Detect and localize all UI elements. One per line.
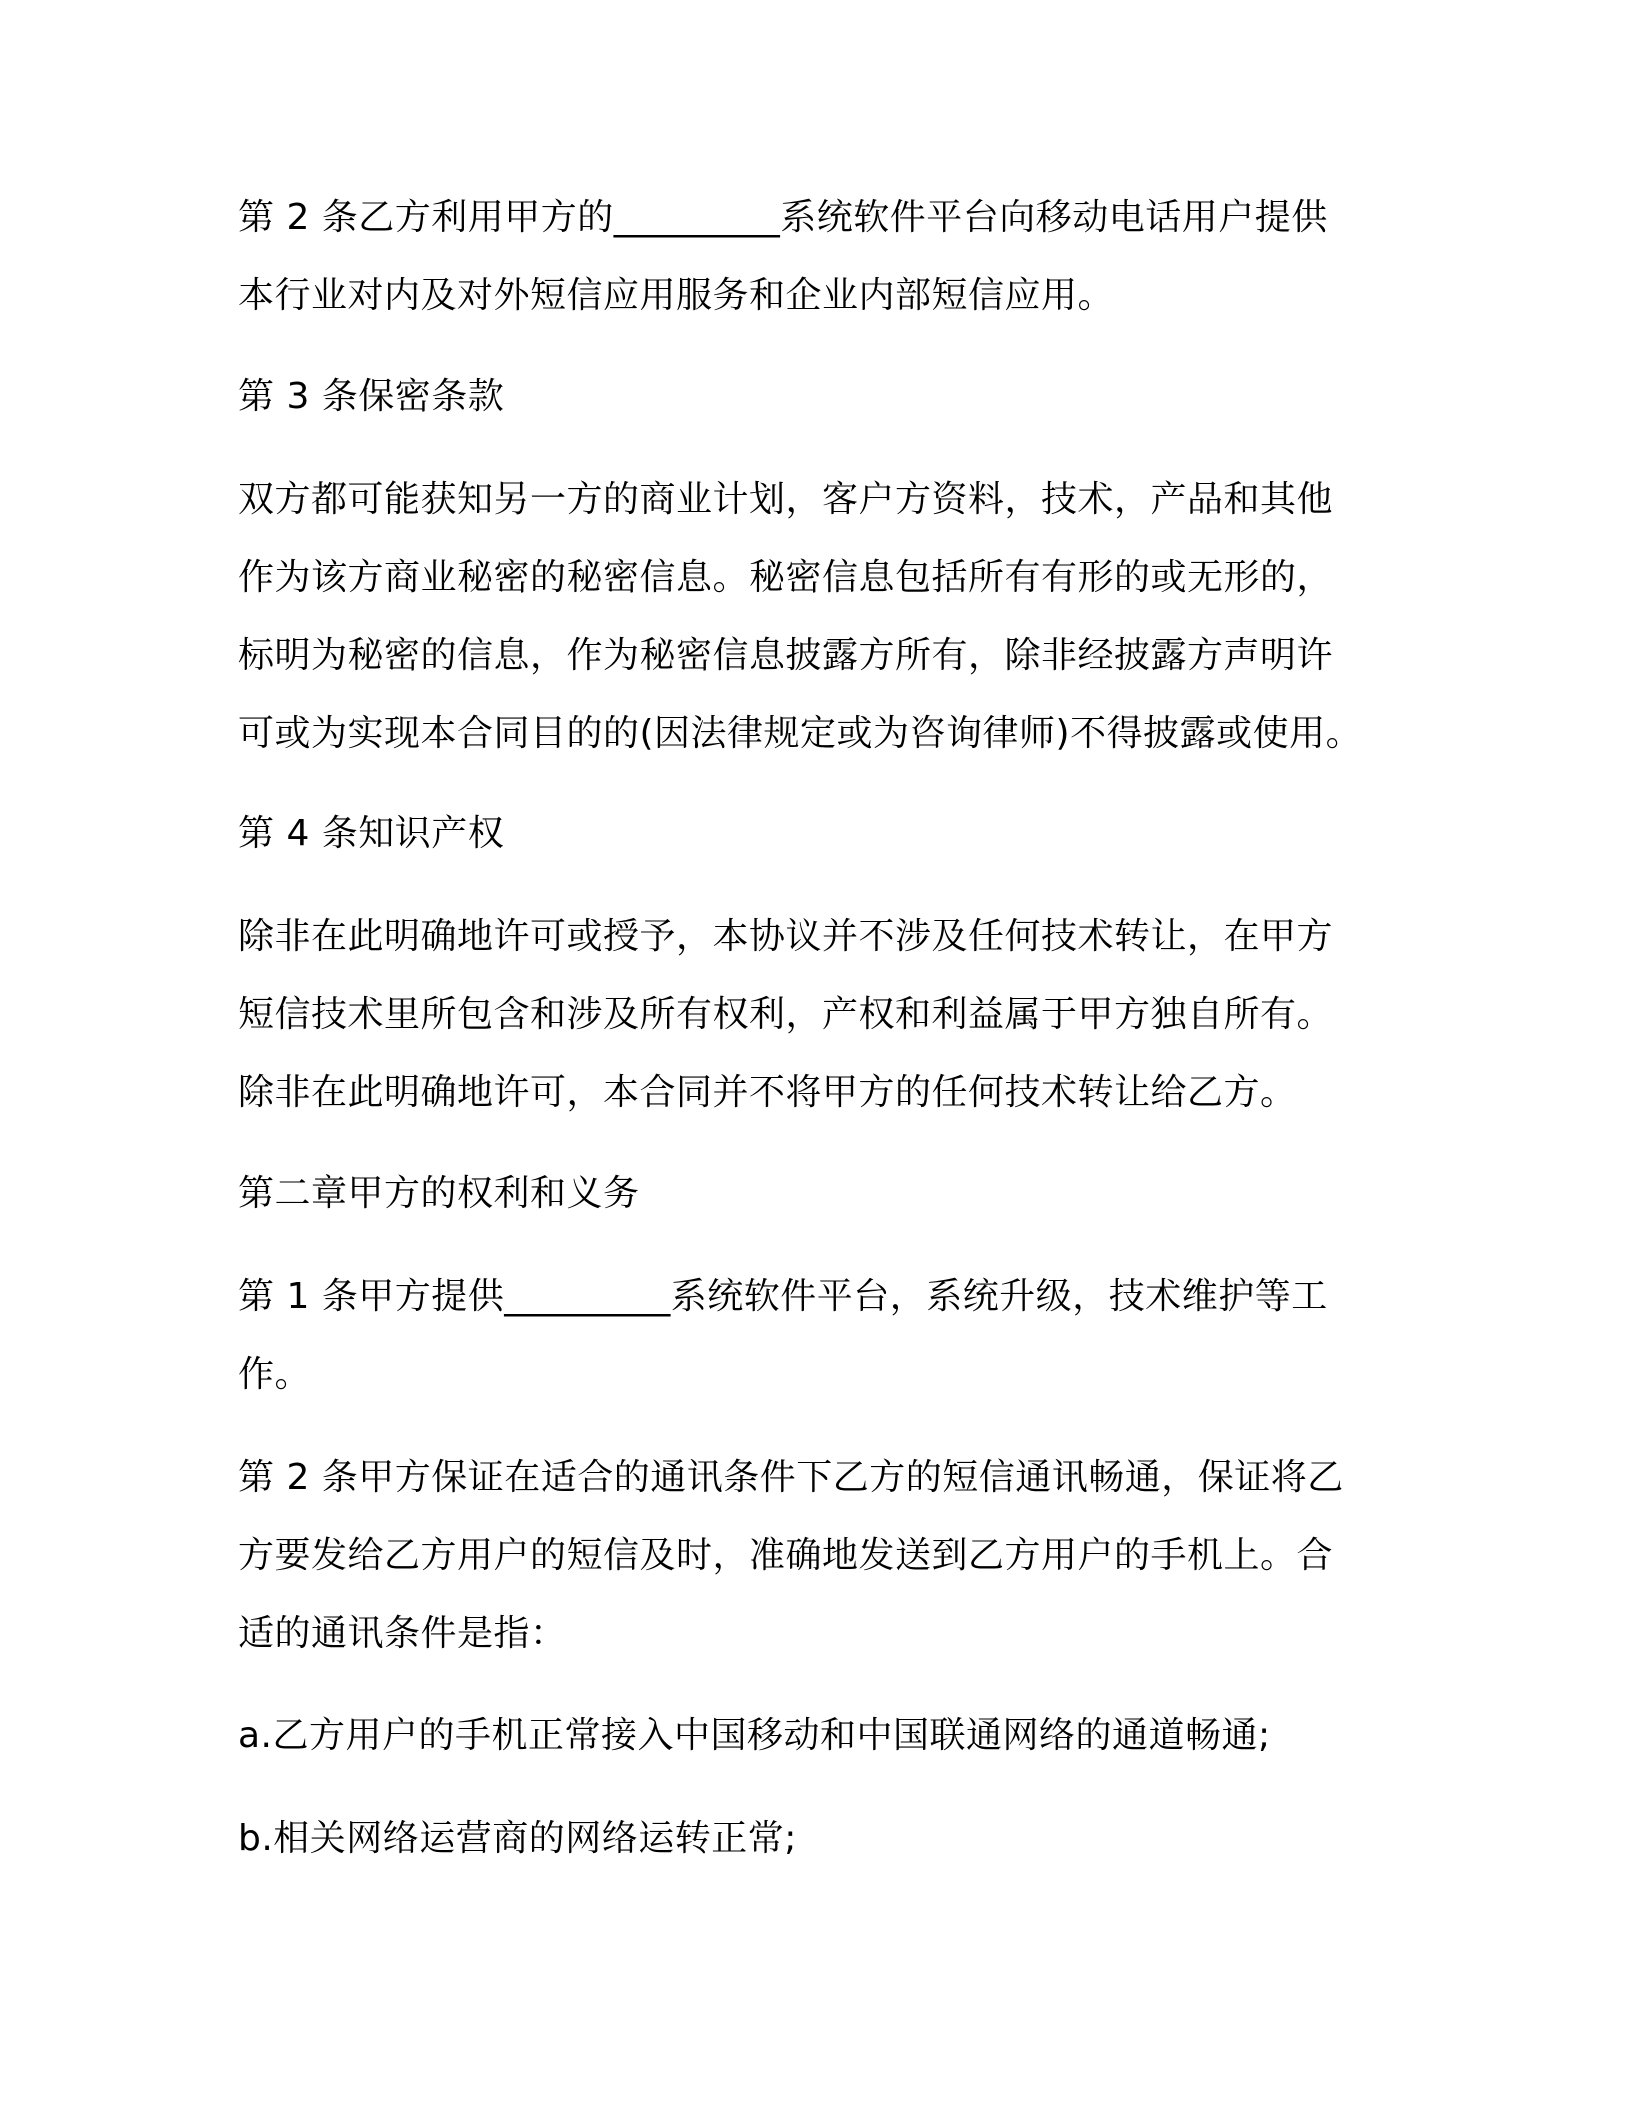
article-2-party-b-platform-paragraph bbox=[238, 179, 1373, 335]
text-line: 双方都可能获知另一方的商业计划，客户方资料，技术，产品和其他 bbox=[238, 479, 1334, 520]
text-line: a.乙方用户的手机正常接入中国移动和中国联通网络的通道畅通; bbox=[238, 1715, 1271, 1756]
text-line: 作。 bbox=[238, 1354, 312, 1395]
text-line: 除非在此明确地许可或授予，本协议并不涉及任何技术转让，在甲方 bbox=[238, 916, 1334, 957]
text-line: 第二章甲方的权利和义务 bbox=[238, 1173, 640, 1214]
party-a-article-1-paragraph bbox=[238, 1258, 1373, 1414]
text-line: 第 2 条甲方保证在适合的通讯条件下乙方的短信通讯畅通，保证将乙 bbox=[238, 1457, 1344, 1498]
intellectual-property-paragraph bbox=[238, 898, 1373, 1132]
text-line: 第 1 条甲方提供_________系统软件平台，系统升级，技术维护等工 bbox=[238, 1276, 1328, 1317]
confidentiality-paragraph bbox=[238, 461, 1373, 773]
condition-item-b bbox=[238, 1800, 1373, 1878]
party-a-article-2-paragraph bbox=[238, 1439, 1373, 1673]
text-line: 作为该方商业秘密的秘密信息。秘密信息包括所有有形的或无形的， bbox=[238, 557, 1334, 598]
article-3-heading bbox=[238, 358, 1373, 436]
text-line: 方要发给乙方用户的短信及时，准确地发送到乙方用户的手机上。合 bbox=[238, 1535, 1334, 1576]
chapter-2-heading bbox=[238, 1155, 1373, 1233]
text-line: 标明为秘密的信息，作为秘密信息披露方所有，除非经披露方声明许 bbox=[238, 635, 1334, 676]
text-line: b.相关网络运营商的网络运转正常; bbox=[238, 1818, 797, 1859]
text-line: 短信技术里所包含和涉及所有权利，产权和利益属于甲方独自所有。 bbox=[238, 994, 1334, 1035]
text-line: 第 4 条知识产权 bbox=[238, 813, 505, 854]
text-line: 第 3 条保密条款 bbox=[238, 376, 505, 417]
condition-item-a bbox=[238, 1697, 1373, 1775]
text-line: 本行业对内及对外短信应用服务和企业内部短信应用。 bbox=[238, 275, 1115, 316]
text-line: 第 2 条乙方利用甲方的_________系统软件平台向移动电话用户提供 bbox=[238, 197, 1328, 238]
text-line: 除非在此明确地许可，本合同并不将甲方的任何技术转让给乙方。 bbox=[238, 1072, 1297, 1113]
text-line: 适的通讯条件是指： bbox=[238, 1613, 567, 1654]
article-4-heading bbox=[238, 795, 1373, 873]
text-line: 可或为实现本合同目的的(因法律规定或为咨询律师)不得披露或使用。 bbox=[238, 713, 1363, 754]
